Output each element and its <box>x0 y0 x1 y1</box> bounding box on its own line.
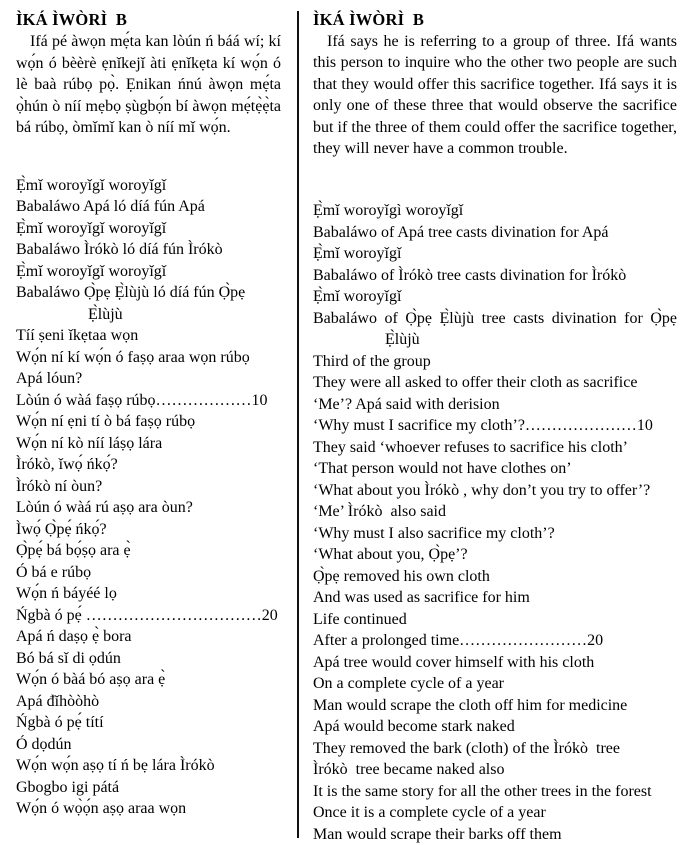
verse-line: Ó bá e rúbọ <box>16 563 92 581</box>
verse-line: ‘What about you Ìrókò , why don’t you try to offer’? <box>313 481 651 499</box>
verse-line: Bó bá sǐ di ọdún <box>16 649 121 667</box>
verse-line-number: 20 <box>587 632 604 650</box>
right-verse-block <box>313 200 677 845</box>
column-divider-rule <box>297 11 299 838</box>
right-intro-paragraph: Ifá says he is referring to a group of three. Ifá wants this person to inquire who the other two people are such that they would offer this sacrifice together. Ifá says it is only one of these three that would observe the sacrifice but if the three of them could offer the sacrifice together, they will never have a common trouble. <box>313 33 677 158</box>
verse-line: Ìrókò, ǐwọ́ ńkọ́? <box>16 456 118 473</box>
right-column-english <box>305 0 683 845</box>
verse-line: ‘Me’ Ìrókò also said <box>313 503 446 521</box>
verse-line-text: After a prolonged time <box>313 632 460 650</box>
verse-line: Apá ń daṣọ ẹ̀ bora <box>16 628 132 645</box>
verse-line-number: 20 <box>261 606 278 624</box>
verse-line: Life continued <box>313 610 407 628</box>
verse-line: ‘Why must I also sacrifice my cloth’? <box>313 524 555 542</box>
verse-line: Wọ́n ó bàá bó aṣọ ara ẹ̀ <box>16 671 166 688</box>
verse-line: Babaláwo of Ọ̀pẹ Ẹ̀lùjù tree casts divination for Ọ̀pẹ <box>313 309 677 327</box>
verse-line: Apá đǐhòòhò <box>16 692 100 710</box>
verse-line-number: 10 <box>251 391 268 409</box>
left-column-yoruba <box>0 0 291 820</box>
verse-line: Apá lóun? <box>16 370 83 387</box>
verse-line: Babaláwo of Apá tree casts divination for Apá <box>313 223 609 241</box>
left-verse-block <box>16 175 281 820</box>
verse-line-text: ‘Why must I sacrifice my cloth’? <box>313 417 525 435</box>
verse-line: And was used as sacrifice for him <box>313 589 530 607</box>
leader-dots: ………………… <box>524 417 637 435</box>
verse-line: They removed the bark (cloth) of the Ìrókò tree <box>313 739 620 757</box>
verse-line: Ẹ̀lùjù <box>88 305 123 323</box>
left-odu-title: ÌKÁ ÌWÒRÌ B <box>16 10 128 29</box>
verse-line: Once it is a complete cycle of a year <box>313 804 546 822</box>
verse-line: Lòún ó wàá rú aṣọ ara òun? <box>16 499 193 516</box>
verse-line <box>313 415 677 437</box>
verse-line: Wọ́n ń báyéé lọ <box>16 585 117 602</box>
verse-line: Wọ́n ó wọ̀ọ́n aṣọ araa wọn <box>16 800 187 817</box>
verse-line: Ó dọdún <box>16 735 72 753</box>
verse-line: Babaláwo of Ìrókò tree casts divination for Ìrókò <box>313 266 627 284</box>
verse-line: Babaláwo Ọ̀pẹ Ẹ̀lùjù ló díá fún Ọ̀pẹ <box>16 284 246 301</box>
leader-dots: ……………… <box>155 391 252 409</box>
verse-line: Ẹ̀mǐ woroyǐgì woroyǐgǐ <box>313 202 464 220</box>
verse-line: Ẹ̀lùjù <box>385 331 420 349</box>
verse-line: ‘Me’? Apá said with derision <box>313 395 500 413</box>
verse-line: Wọ́n ní ẹni tí ò bá faṣọ rúbọ <box>16 413 196 430</box>
verse-line: On a complete cycle of a year <box>313 675 505 693</box>
verse-line: They said ‘whoever refuses to sacrifice his cloth’ <box>313 438 628 456</box>
verse-line: Apá would become stark naked <box>313 718 515 736</box>
verse-line <box>16 605 281 627</box>
verse-line: They were all asked to offer their cloth as sacrifice <box>313 374 638 392</box>
verse-line-text: Ńgbà ó pẹ́ <box>16 606 86 624</box>
verse-line: Ẹ̀mǐ woroyǐgǐ woroyǐgǐ <box>16 176 167 194</box>
verse-line: Wọ́n ní kò níí láṣọ lára <box>16 434 163 452</box>
verse-line: Ìrókò tree became naked also <box>313 761 505 779</box>
verse-line: Ọ̀pẹ removed his own cloth <box>313 567 490 585</box>
verse-line: ‘What about you, Ọ̀pẹ’? <box>313 546 468 564</box>
verse-line: It is the same story for all the other trees in the forest <box>313 782 652 800</box>
verse-line: Apá tree would cover himself with his cloth <box>313 653 595 671</box>
verse-line <box>16 390 281 412</box>
verse-line-text: Lòún ó wàá faṣọ rúbọ <box>16 391 156 409</box>
verse-line: Ẹ̀mǐ woroyǐgǐ <box>313 288 402 306</box>
verse-line: Ẹ̀mǐ woroyǐgǐ woroyǐgǐ <box>16 219 167 237</box>
verse-line: Ìwọ́ Ọ̀pẹ́ ńkọ́? <box>16 520 107 538</box>
leader-dots: …………………………… <box>85 606 262 624</box>
verse-line: Man would scrape their barks off them <box>313 825 562 843</box>
verse-line: Wọ́n wọ́n aṣọ tí ń bẹ lára Ìrókò <box>16 757 215 774</box>
verse-line: Wọ́n ní kí wọ́n ó faṣọ araa wọn rúbọ <box>16 348 250 366</box>
verse-line: Ńgbà ó pẹ́ títí <box>16 714 104 731</box>
verse-line: Babaláwo Ìrókò ló díá fún Ìrókò <box>16 241 223 258</box>
right-odu-title: ÌKÁ ÌWÒRÌ B <box>313 10 425 29</box>
verse-line: Tíí ṣeni ǐkẹtaa wọn <box>16 327 139 344</box>
verse-line: Ọ̀pẹ́ bá bọ́ṣọ ara ẹ̀ <box>16 542 131 559</box>
left-intro-paragraph: Ifá pé àwọn mẹ́ta kan lòún ń báá wí; kí wọ́n ó bèèrè ẹnǐkejǐ àti ẹnǐkẹta kí wọ́n ó lè baà rúbọ pọ̀. Ẹnikan ńnú àwọn mẹ́ta ọ̀hún ò níí mẹbọ ṣùgbọ́n bí àwọn mẹ́tẹ̀ẹ̀ta bá rúbọ, òmǐmǐ kan ò níí mǐ wọ́n. <box>16 33 281 136</box>
verse-line: Ẹ̀mǐ woroyǐgǐ woroyǐgǐ <box>16 262 167 280</box>
leader-dots: …………………… <box>459 632 588 650</box>
verse-line: Man would scrape the cloth off him for medicine <box>313 696 628 714</box>
verse-line: Babaláwo Apá ló díá fún Apá <box>16 198 205 215</box>
verse-line: ‘That person would not have clothes on’ <box>313 460 572 478</box>
verse-line: Ẹ̀mǐ woroyǐgǐ <box>313 245 402 263</box>
verse-line: Gbogbo igi pátá <box>16 778 120 796</box>
verse-line-number: 10 <box>636 417 653 435</box>
verse-line: Ìrókò ní òun? <box>16 477 103 495</box>
verse-line <box>313 630 677 652</box>
verse-line: Third of the group <box>313 352 431 370</box>
